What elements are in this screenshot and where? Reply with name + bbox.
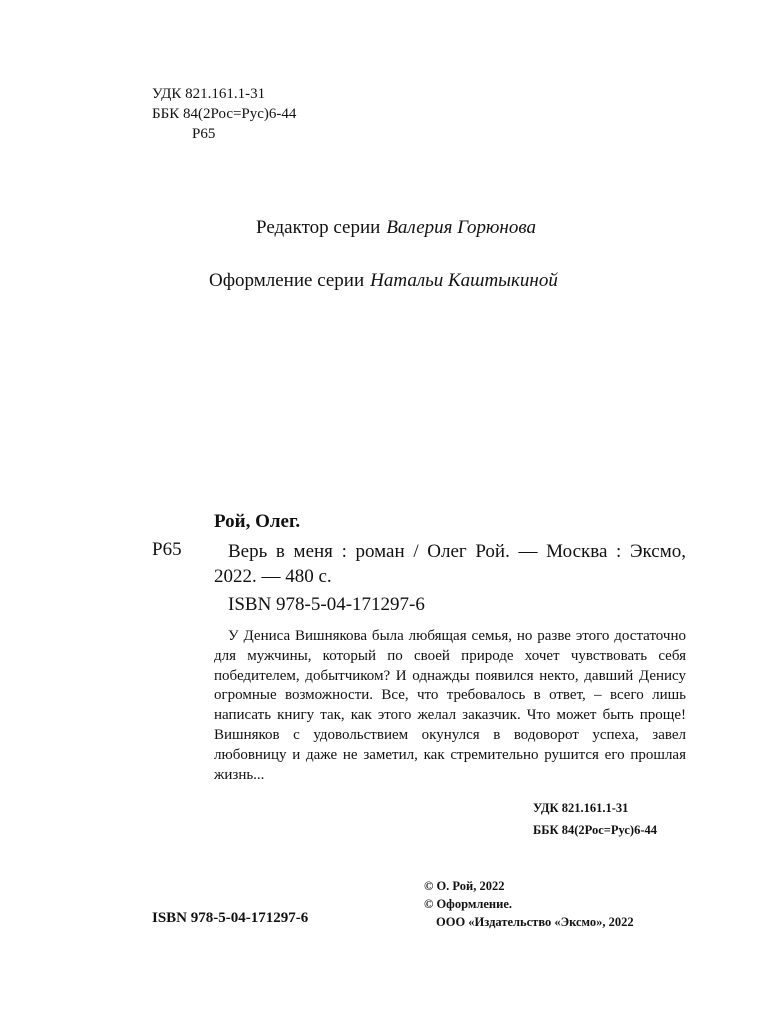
copyright-block bbox=[424, 877, 634, 931]
catalog-author-mark: Р65 bbox=[152, 539, 182, 560]
annotation-text: У Дениса Вишнякова была любящая семья, но разве этого достаточно для мужчины, который по своей природе хочет чувствовать себя победителем, добытчиком? И однажды появился некто, давший Денису огромные возможности. Все, что требовалось в ответ, – всего лишь написать книгу так, как этого желал заказчик. Что может быть проще! Вишняков с удовольствием окунулся в водоворот успеха, завел любовницу и даже не заметил, как стремительно рушится его прошлая жизнь... bbox=[214, 628, 686, 783]
copyright-author: © О. Рой, 2022 bbox=[424, 879, 505, 893]
footer-isbn: ISBN 978-5-04-171297-6 bbox=[152, 910, 309, 926]
udk-code: УДК 821.161.1-31 bbox=[152, 86, 266, 102]
series-designer-name: Натальи Каштыкиной bbox=[370, 270, 558, 291]
bbk-code: ББК 84(2Рос=Рус)6-44 bbox=[152, 106, 297, 122]
copyright-publisher: ООО «Издательство «Эксмо», 2022 bbox=[436, 915, 634, 929]
author-mark: Р65 bbox=[192, 126, 216, 142]
catalog-udk-code: УДК 821.161.1-31 bbox=[533, 801, 629, 815]
series-editor-label: Редактор серии bbox=[256, 217, 381, 238]
catalog-bbk-code: ББК 84(2Рос=Рус)6-44 bbox=[533, 823, 657, 837]
catalog-classification bbox=[533, 797, 657, 841]
series-editor-name: Валерия Горюнова bbox=[386, 217, 536, 238]
classification-block bbox=[152, 84, 296, 144]
catalog-isbn: ISBN 978-5-04-171297-6 bbox=[228, 594, 425, 615]
copyright-design: © Оформление. bbox=[424, 897, 513, 911]
series-design-credit bbox=[209, 269, 558, 293]
bibliographic-description: Верь в меня : роман / Олег Рой. — Москва : Эксмо, 2022. — 480 с. bbox=[214, 541, 686, 587]
series-design-label: Оформление серии bbox=[209, 270, 365, 291]
catalog-author: Рой, Олег. bbox=[214, 511, 301, 532]
series-editor-credit bbox=[256, 216, 536, 240]
